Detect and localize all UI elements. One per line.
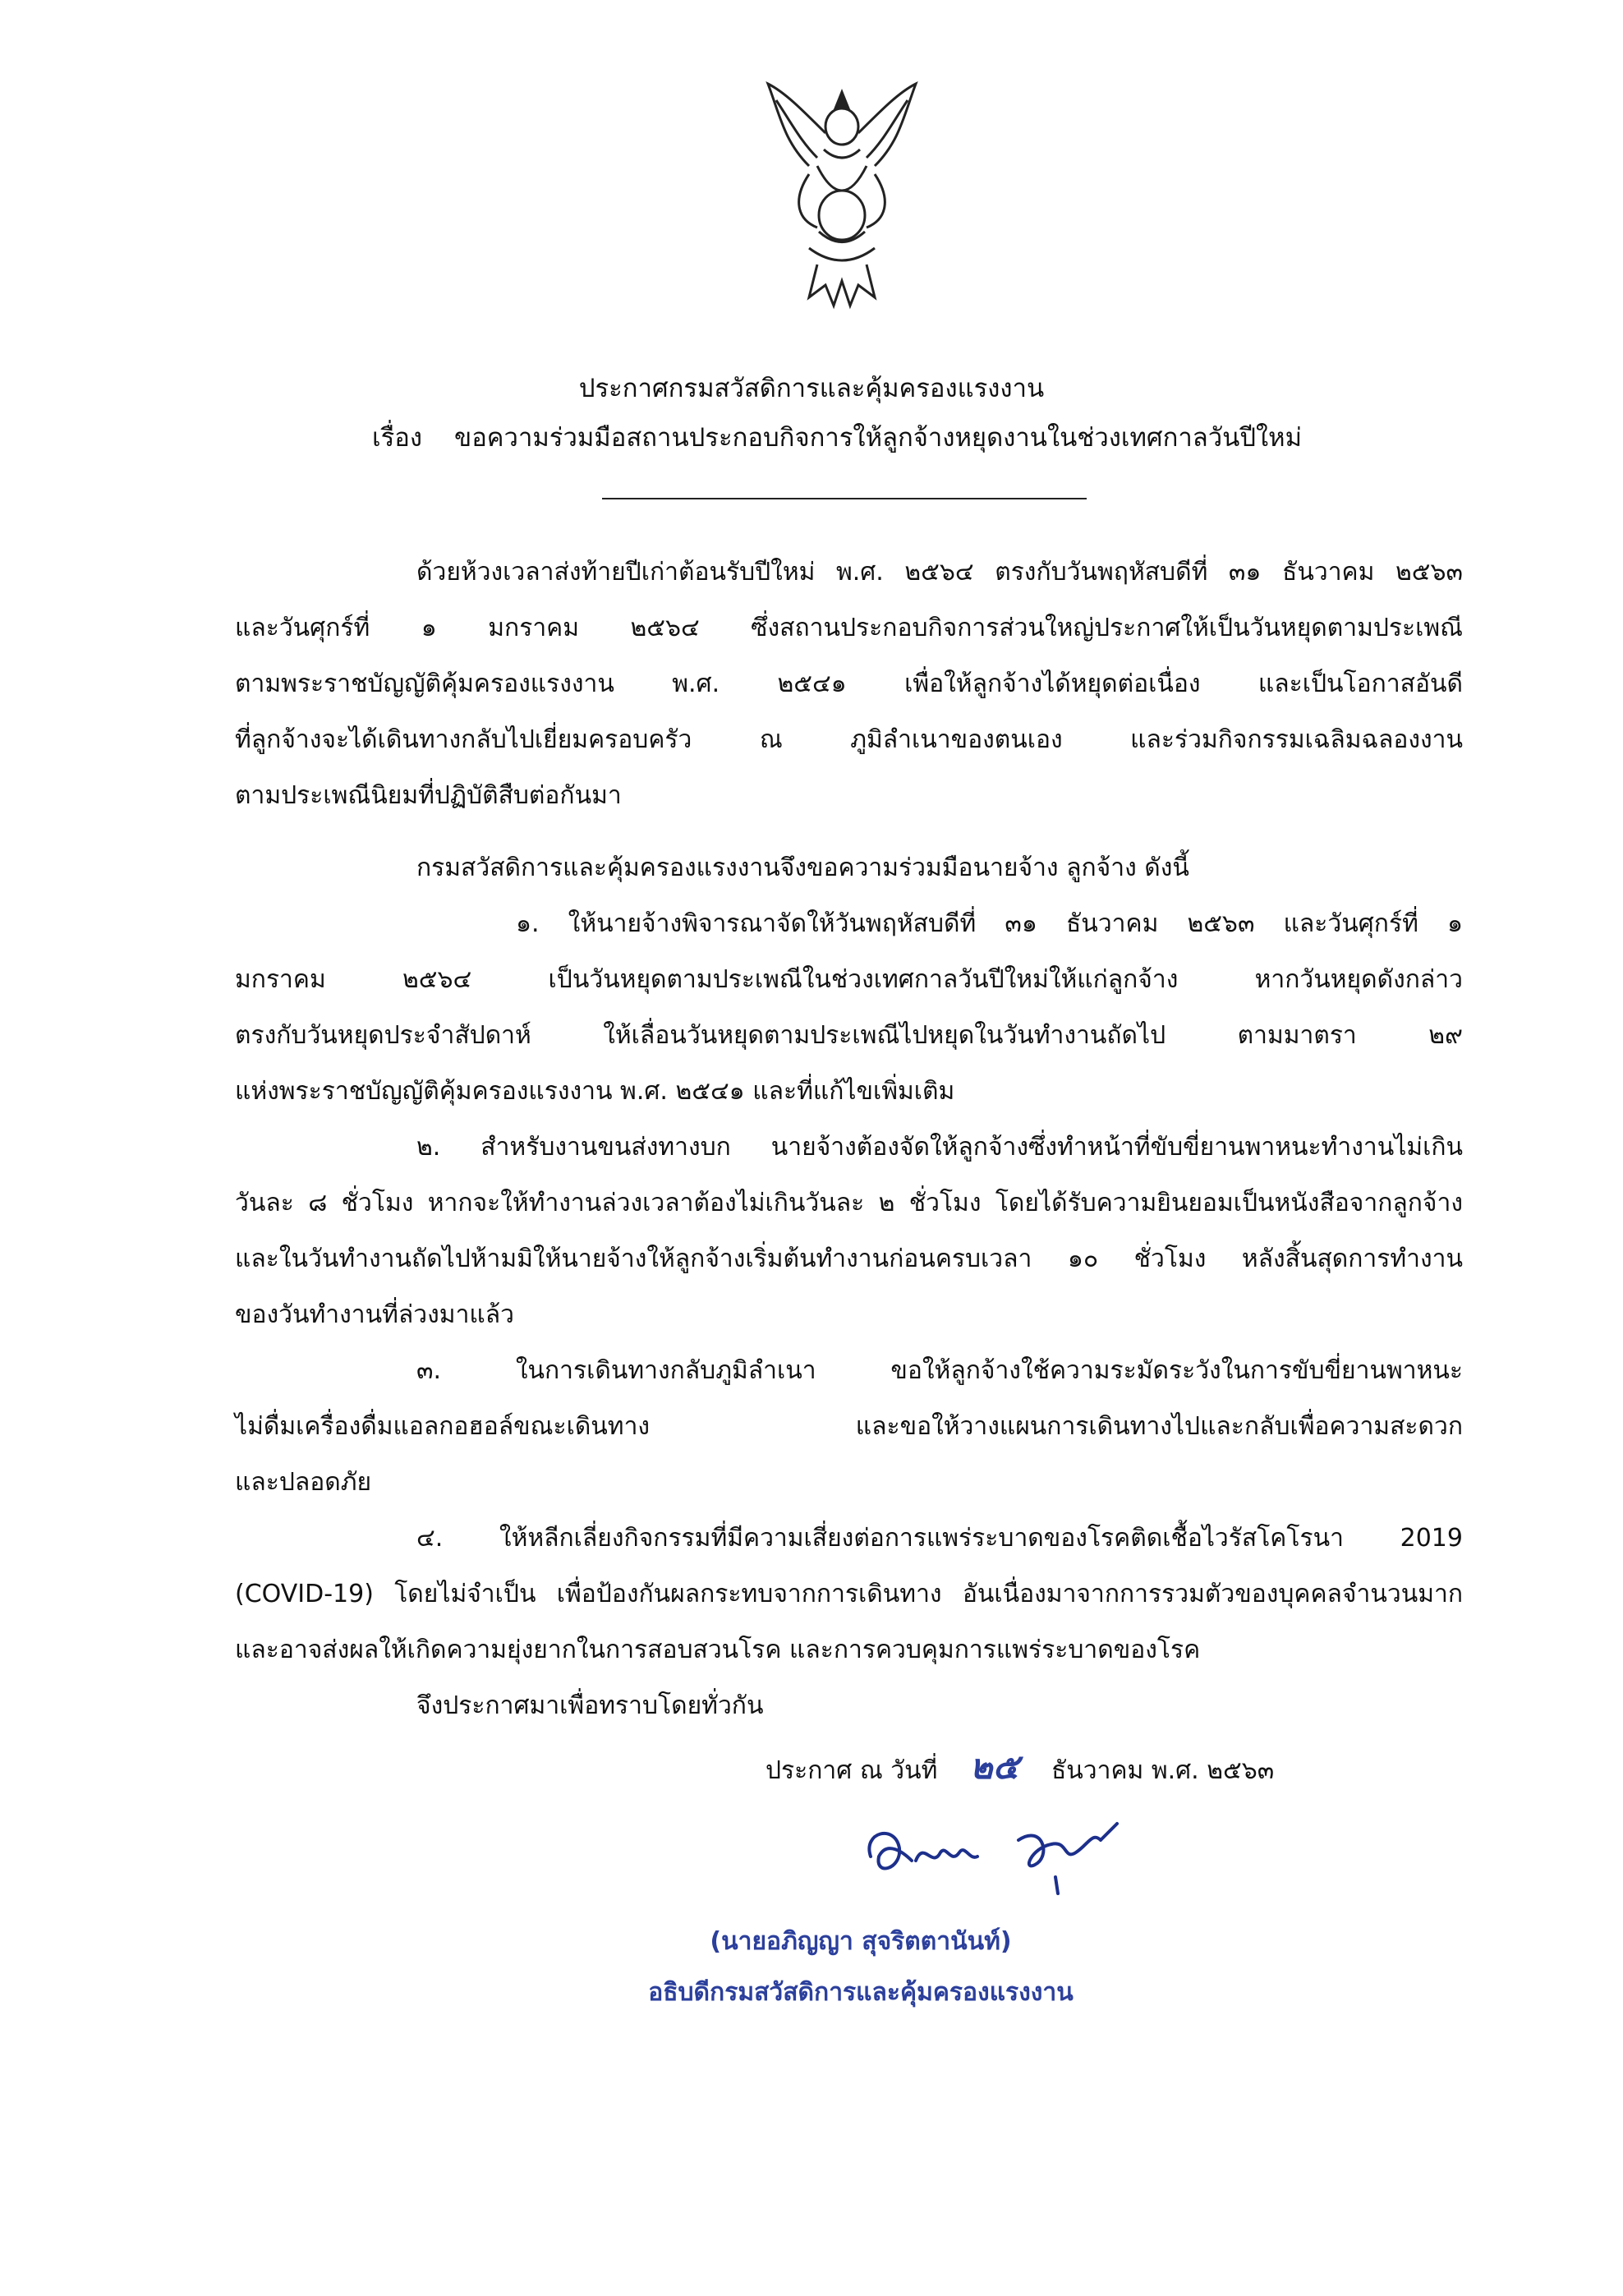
date-day: ๒๕ [969, 1746, 1019, 1787]
signatory-name: (นายอภิญญา สุจริตตานันท์) [710, 1927, 1012, 1956]
closing-line: จึงประกาศมาเพื่อทราบโดยทั่วกัน [416, 1691, 764, 1720]
list-item-line: ไม่ดื่มเครื่องดื่มแอลกอฮอล์ขณะเดินทาง และขอให้วางแผนการเดินทางไปและกลับเพื่อความสะดวก [235, 1412, 1463, 1441]
list-item-line: ตรงกับวันหยุดประจำสัปดาห์ ให้เลื่อนวันหยุดตามประเพณีไปหยุดในวันทำงานถัดไป ตามมาตรา ๒๙ [235, 1021, 1463, 1050]
list-item-line: ๑. ให้นายจ้างพิจารณาจัดให้วันพฤหัสบดีที่ ๓๑ ธันวาคม ๒๕๖๓ และวันศุกร์ที่ ๑ [516, 909, 1463, 938]
list-item-line: วันละ ๘ ชั่วโมง หากจะให้ทำงานล่วงเวลาต้องไม่เกินวันละ ๒ ชั่วโมง โดยได้รับความยินยอมเป็นหนังสือจากลูกจ้าง [235, 1189, 1463, 1217]
subject-text: ขอความร่วมมือสถานประกอบกิจการให้ลูกจ้างหยุดงานในช่วงเทศกาลวันปีใหม่ [454, 423, 1303, 453]
date-line [766, 1746, 1275, 1787]
list-item-line: แห่งพระราชบัญญัติคุ้มครองแรงงาน พ.ศ. ๒๕๔๑ และที่แก้ไขเพิ่มเติม [235, 1077, 955, 1106]
paragraph-line: ตามพระราชบัญญัติคุ้มครองแรงงาน พ.ศ. ๒๕๔๑ เพื่อให้ลูกจ้างได้หยุดต่อเนื่อง และเป็นโอกาสอันดี [235, 669, 1463, 698]
list-item-line: และปลอดภัย [235, 1468, 372, 1497]
paragraph-line: ด้วยห้วงเวลาส่งท้ายปีเก่าต้อนรับปีใหม่ พ.ศ. ๒๕๖๔ ตรงกับวันพฤหัสบดีที่ ๓๑ ธันวาคม ๒๕๖๓ [416, 558, 1463, 587]
list-item-line: ๒. สำหรับงานขนส่งทางบก นายจ้างต้องจัดให้ลูกจ้างซึ่งทำหน้าที่ขับขี่ยานพาหนะทำงานไม่เกิน [416, 1133, 1463, 1162]
date-prefix: ประกาศ ณ วันที่ [766, 1756, 938, 1785]
subject-line [372, 416, 1302, 458]
list-item-line: และในวันทำงานถัดไปห้ามมิให้นายจ้างให้ลูกจ้างเริ่มต้นทำงานก่อนครบเวลา ๑๐ ชั่วโมง หลังสิ้นสุดการทำงาน [235, 1245, 1463, 1273]
list-item-line: ๓. ในการเดินทางกลับภูมิลำเนา ขอให้ลูกจ้างใช้ความระมัดระวังในการขับขี่ยานพาหนะ [416, 1356, 1463, 1385]
paragraph-line: ตามประเพณีนิยมที่ปฏิบัติสืบต่อกันมา [235, 781, 622, 810]
signature-mark [854, 1807, 1166, 1906]
garuda-emblem-icon [760, 76, 924, 314]
list-item-line: มกราคม ๒๕๖๔ เป็นวันหยุดตามประเพณีในช่วงเทศกาลวันปีใหม่ให้แก่ลูกจ้าง หากวันหยุดดังกล่าว [235, 965, 1463, 994]
list-item-line: (COVID-19) โดยไม่จำเป็น เพื่อป้องกันผลกระทบจากการเดินทาง อันเนื่องมาจากการรวมตัวของบุคคลจำนวนมาก [235, 1580, 1463, 1608]
signatory-position: อธิบดีกรมสวัสดิการและคุ้มครองแรงงาน [648, 1978, 1074, 2007]
subject-label: เรื่อง [372, 423, 423, 453]
date-suffix: ธันวาคม พ.ศ. ๒๕๖๓ [1051, 1756, 1275, 1785]
list-item-line: ๔. ให้หลีกเลี่ยงกิจกรรมที่มีความเสี่ยงต่อการแพร่ระบาดของโรคติดเชื้อไวรัสโคโรนา 2019 [416, 1524, 1463, 1553]
paragraph-line: กรมสวัสดิการและคุ้มครองแรงงานจึงขอความร่วมมือนายจ้าง ลูกจ้าง ดังนี้ [416, 854, 1189, 882]
paragraph-line: ที่ลูกจ้างจะได้เดินทางกลับไปเยี่ยมครอบครัว ณ ภูมิลำเนาของตนเอง และร่วมกิจกรรมเฉลิมฉลองงาน [235, 725, 1463, 754]
list-item-line: ของวันทำงานที่ล่วงมาแล้ว [235, 1300, 514, 1329]
document-title: ประกาศกรมสวัสดิการและคุ้มครองแรงงาน [578, 374, 1045, 403]
list-item-line: และอาจส่งผลให้เกิดความยุ่งยากในการสอบสวนโรค และการควบคุมการแพร่ระบาดของโรค [235, 1636, 1201, 1664]
paragraph-line: และวันศุกร์ที่ ๑ มกราคม ๒๕๖๔ ซึ่งสถานประกอบกิจการส่วนใหญ่ประกาศให้เป็นวันหยุดตามประเพณี [235, 614, 1463, 642]
divider [602, 498, 1087, 499]
